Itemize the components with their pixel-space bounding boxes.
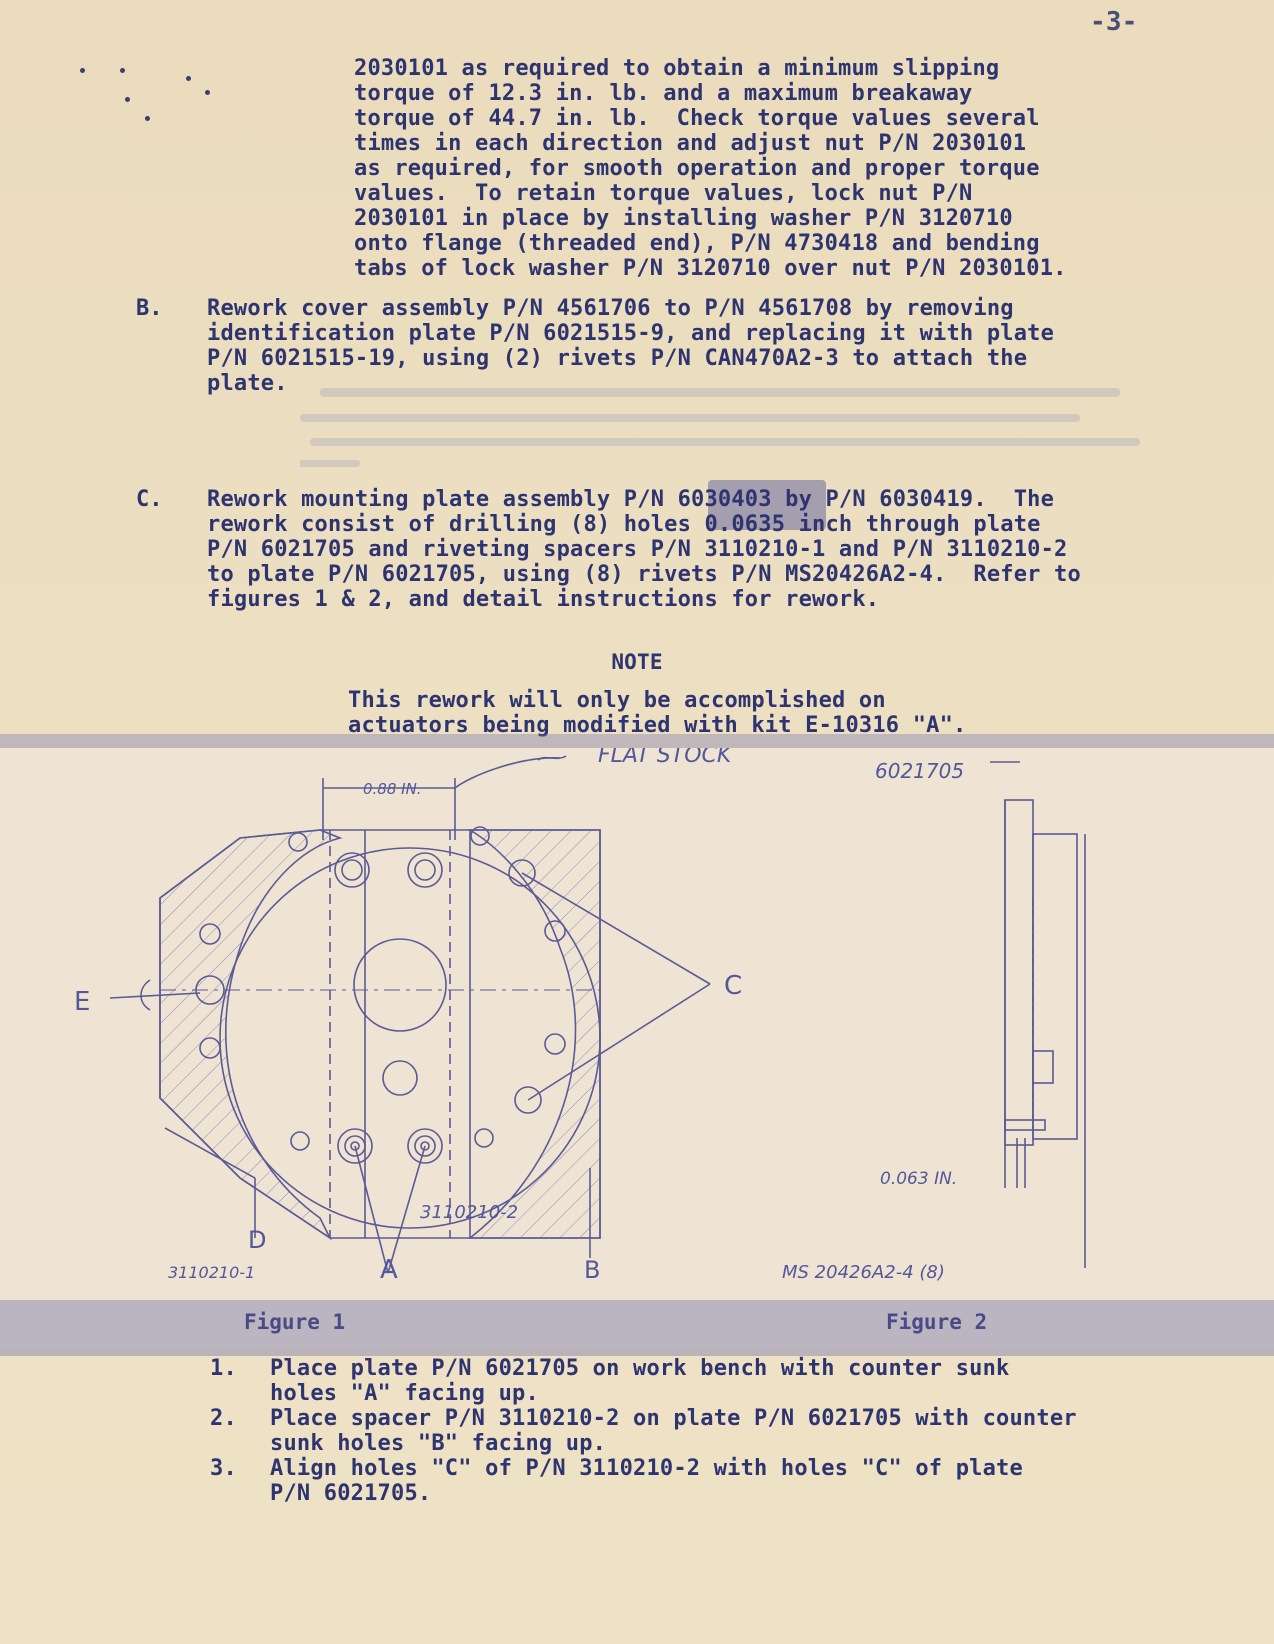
text-line: 2030101 in place by installing washer P/N 3120710 — [354, 206, 1013, 231]
step-line: holes "A" facing up. — [270, 1381, 539, 1406]
text-line: times in each direction and adjust nut P/N 2030101 — [354, 131, 1027, 156]
note-text — [348, 688, 966, 738]
text-line: as required, for smooth operation and proper torque — [354, 156, 1040, 181]
stray-mark — [186, 76, 191, 81]
label-d: D — [248, 1226, 267, 1254]
spacer-right — [470, 830, 600, 1238]
label-c: C — [724, 971, 743, 1001]
dimension-0063: 0.063 IN. — [880, 1169, 958, 1189]
label-b: B — [584, 1256, 601, 1284]
stray-mark — [80, 68, 85, 73]
text-line: identification plate P/N 6021515-9, and replacing it with plate — [207, 321, 1055, 346]
section-b-label: B. — [136, 296, 163, 321]
text-line: P/N 6021515-19, using (2) rivets P/N CAN470A2-3 to attach the — [207, 346, 1028, 371]
note-heading: NOTE — [611, 650, 663, 674]
text-line: actuators being modified with kit E-10316 "A". — [348, 713, 967, 738]
text-line: Rework cover assembly P/N 4561706 to P/N 4561708 by removing — [207, 296, 1014, 321]
text-line: rework consist of drilling (8) holes 0.0635 inch through plate — [207, 512, 1041, 537]
text-line: 2030101 as required to obtain a minimum slipping — [354, 56, 1000, 81]
text-line: torque of 44.7 in. lb. Check torque values several — [354, 106, 1040, 131]
part-6021705-label: 6021705 — [875, 759, 965, 783]
step-line: Align holes "C" of P/N 3110210-2 with holes "C" of plate — [270, 1456, 1023, 1481]
step-line: sunk holes "B" facing up. — [270, 1431, 607, 1456]
text-line: Rework mounting plate assembly P/N 6030403 by P/N 6030419. The — [207, 487, 1055, 512]
step-item — [210, 1456, 1210, 1506]
step-item — [210, 1406, 1210, 1456]
section-c-text — [207, 487, 1081, 612]
erased-text-smudge — [300, 380, 1160, 470]
copy-band-bottom — [0, 1300, 1274, 1356]
intro-paragraph — [354, 56, 1067, 281]
step-line: Place plate P/N 6021705 on work bench with counter sunk — [270, 1356, 1010, 1381]
label-a: A — [380, 1255, 398, 1285]
stray-mark — [145, 116, 150, 121]
text-line: torque of 12.3 in. lb. and a maximum breakaway — [354, 81, 973, 106]
rivet-label: MS 20426A2-4 (8) — [782, 1262, 945, 1283]
text-line: tabs of lock washer P/N 3120710 over nut P/N 2030101. — [354, 256, 1067, 281]
text-line: This rework will only be accomplished on — [348, 688, 886, 713]
text-line: plate. — [207, 371, 288, 396]
text-line: to plate P/N 6021705, using (8) rivets P/N MS20426A2-4. Refer to — [207, 562, 1081, 587]
figure-area — [0, 748, 1274, 1346]
dimension-088: 0.88 IN. — [363, 780, 422, 798]
flat-stock-label: FLAT STOCK — [598, 748, 732, 768]
step-number: 1. — [210, 1356, 237, 1381]
step-number: 3. — [210, 1456, 237, 1481]
text-line: figures 1 & 2, and detail instructions for rework. — [207, 587, 880, 612]
stray-mark — [120, 68, 125, 73]
page-number: -3- — [1090, 7, 1138, 37]
section-c-label: C. — [136, 487, 163, 512]
step-line: P/N 6021705. — [270, 1481, 432, 1506]
part-3110210-1-label: 3110210-1 — [168, 1263, 256, 1282]
step-item — [210, 1356, 1210, 1406]
figure-drawing — [0, 748, 1274, 1346]
stray-mark — [205, 90, 210, 95]
instruction-steps — [210, 1356, 1210, 1506]
text-line: values. To retain torque values, lock nut P/N — [354, 181, 973, 206]
step-line: Place spacer P/N 3110210-2 on plate P/N 6021705 with counter — [270, 1406, 1077, 1431]
figure-1-caption: Figure 1 — [244, 1310, 346, 1334]
label-e: E — [74, 987, 91, 1017]
spacer-left — [160, 830, 340, 1238]
figure-2-caption: Figure 2 — [886, 1310, 988, 1334]
step-number: 2. — [210, 1406, 237, 1431]
text-line: P/N 6021705 and riveting spacers P/N 3110210-1 and P/N 3110210-2 — [207, 537, 1068, 562]
part-3110210-2-label: 3110210-2 — [420, 1202, 519, 1223]
stray-mark — [125, 97, 130, 102]
text-line: onto flange (threaded end), P/N 4730418 and bending — [354, 231, 1040, 256]
